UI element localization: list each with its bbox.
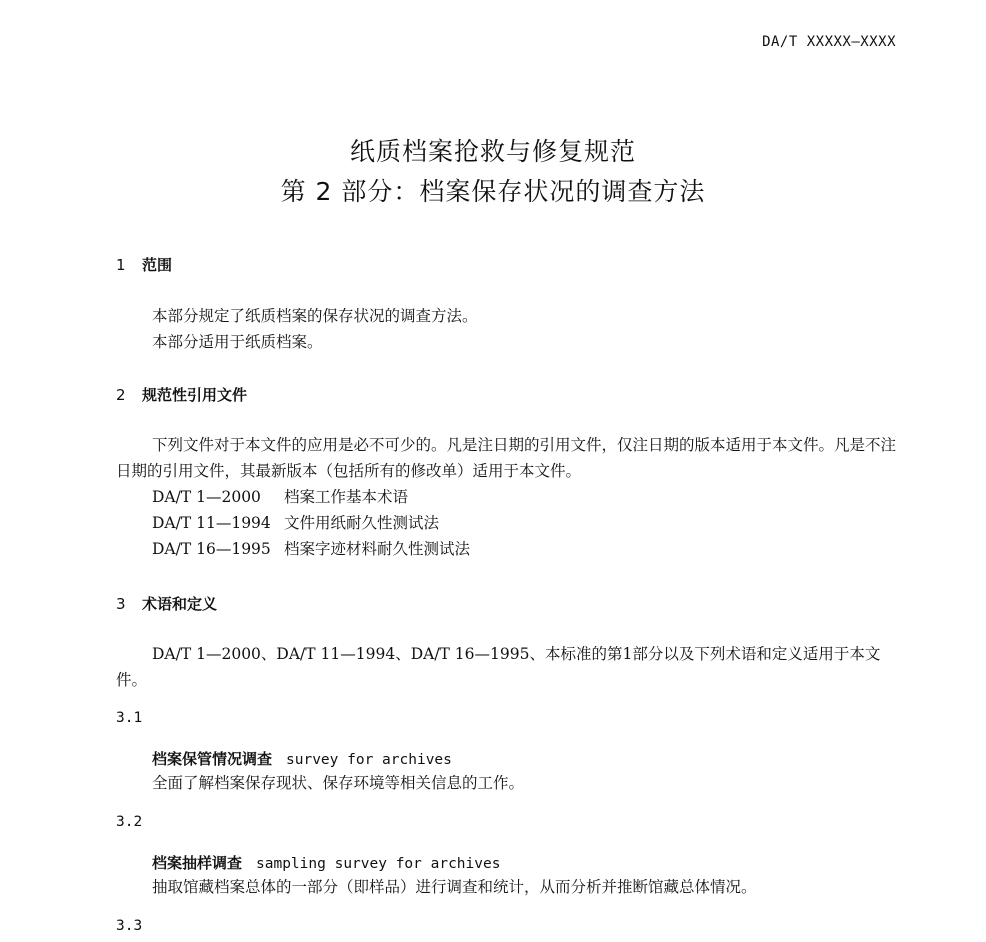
- section-heading-scope: [116, 254, 172, 275]
- document-code: DA/T XXXXX—XXXX: [762, 34, 896, 50]
- term-english: survey for archives: [286, 752, 452, 768]
- section-number: 2: [116, 386, 126, 404]
- section-number: 3: [116, 595, 126, 613]
- term-entry: [152, 852, 500, 873]
- section-number: 1: [116, 256, 126, 274]
- reference-item: [152, 536, 470, 562]
- reference-code: DA/T 11—1994: [152, 514, 271, 532]
- section-heading-normative-references: [116, 384, 247, 405]
- scope-paragraph-1: 本部分规定了纸质档案的保存状况的调查方法。: [152, 307, 478, 325]
- term-chinese: 档案保管情况调查: [152, 750, 273, 768]
- section-title: 规范性引用文件: [142, 386, 248, 404]
- section-title: 术语和定义: [142, 595, 218, 613]
- references-intro-paragraph: 下列文件对于本文件的应用是必不可少的。凡是注日期的引用文件，仅注日期的版本适用于本文件。凡是不注日期的引用文件，其最新版本（包括所有的修改单）适用于本文件。: [116, 436, 897, 480]
- term-definition: 抽取馆藏档案总体的一部分（即样品）进行调查和统计，从而分析并推断馆藏总体情况。: [152, 878, 757, 896]
- reference-title: 档案字迹材料耐久性测试法: [284, 540, 471, 558]
- reference-item: [152, 484, 408, 510]
- term-english: sampling survey for archives: [256, 856, 501, 872]
- document-title: 纸质档案抢救与修复规范: [349, 137, 636, 166]
- term-entry: [152, 748, 452, 769]
- reference-item: [152, 510, 439, 536]
- reference-code: DA/T 16—1995: [152, 540, 271, 558]
- reference-title: 档案工作基本术语: [284, 488, 409, 506]
- term-definition: 全面了解档案保存现状、保存环境等相关信息的工作。: [152, 774, 525, 792]
- terms-intro-paragraph: DA/T 1—2000、DA/T 11—1994、DA/T 16—1995、本标准的第1部分以及下列术语和定义适用于本文件。: [116, 645, 881, 689]
- document-subtitle: 第 2 部分：档案保存状况的调查方法: [280, 177, 706, 206]
- clause-number: 3.3: [116, 918, 143, 934]
- section-heading-terms-definitions: [116, 593, 217, 614]
- scope-paragraph-2: 本部分适用于纸质档案。: [152, 333, 323, 351]
- section-title: 范围: [142, 256, 173, 274]
- clause-number: 3.1: [116, 710, 143, 726]
- term-chinese: 档案抽样调查: [152, 854, 243, 872]
- reference-title: 文件用纸耐久性测试法: [284, 514, 440, 532]
- clause-number: 3.2: [116, 814, 143, 830]
- reference-code: DA/T 1—2000: [152, 488, 261, 506]
